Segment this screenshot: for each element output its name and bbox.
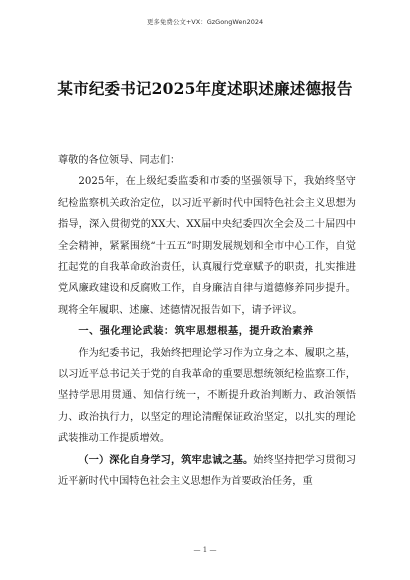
subsection-1-paragraph [58,450,356,493]
section-1-heading [58,321,356,342]
section-1-heading-text: 一、强化理论武装：筑牢思想根基，提升政治素养 [78,325,314,338]
page-number: — 1 — [193,546,217,554]
salutation: 尊敬的各位领导、同志们： [58,155,181,166]
document-title: 某市纪委书记2025年度述职述廉述德报告 [57,79,353,98]
section-1-paragraph: 作为纪委书记，我始终把理论学习作为立身之本、履职之基，以习近平总书记关于党的自我革命的重要思想统领纪检监察工作，坚持学思用贯通、知信行统一，不断提升政治判断力、政治领悟力、政治执行力，以坚定的理论清醒保证政治坚定，以扎实的理论武装推动工作提质增效。 [58,347,356,445]
document-body [58,150,356,493]
subsection-1-text: 始终坚持把学习贯彻习近平新时代中国特色社会主义思想作为首要政治任务，重 [58,454,357,488]
subsection-1-lead: （一）深化自身学习，筑牢忠诚之基。 [78,453,254,466]
intro-paragraph: 2025年，在上级纪委监委和市委的坚强领导下，我始终坚守纪检监察机关政治定位，以习近平新时代中国特色社会主义思想为指导，深入贯彻党的XX大、XX届中央纪委四次全会及二十届四中全会精神，紧紧围绕“十五五”时期发展规划和全市中心工作，自觉扛起党的自我革命政治责任，认真履行党章赋予的职责，扎实推进党风廉政建设和反腐败工作，自身廉洁自律与道德修养同步提升。现将全年履职、述廉、述德情况报告如下，请予评议。 [58,176,356,316]
header-note: 更多免费公文+VX：GzGongWen2024 [146,18,264,26]
